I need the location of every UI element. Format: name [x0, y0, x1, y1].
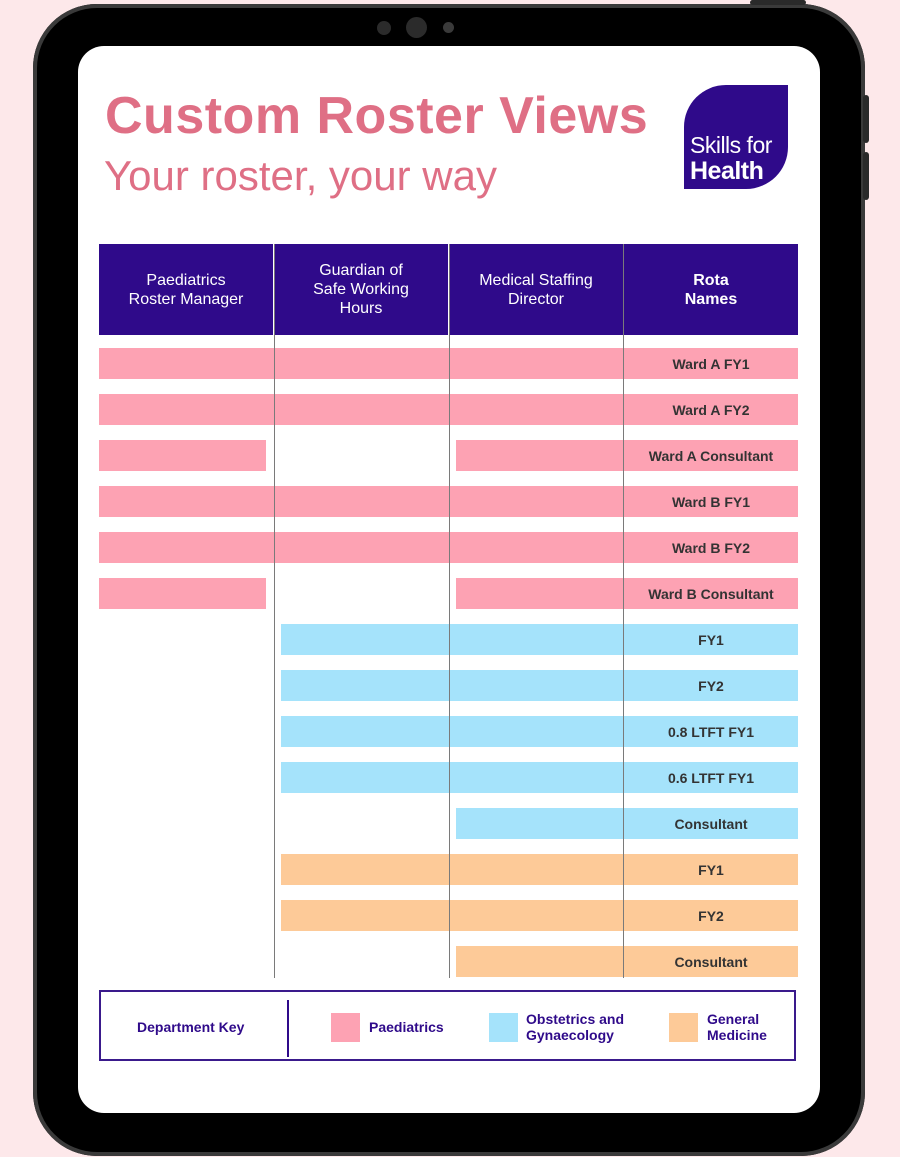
column-header-line: Guardian of: [319, 262, 403, 279]
tablet-top-button: [750, 0, 806, 5]
rota-name-fy1: FY1: [698, 861, 724, 878]
column-header-line: Names: [684, 290, 738, 308]
access-bar-paediatrics: [99, 440, 266, 471]
department-key-title: Department Key: [137, 1019, 245, 1035]
key-label-general: [707, 1011, 767, 1043]
key-label-line: Gynaecology: [526, 1027, 614, 1043]
page-title: Custom Roster Views: [105, 87, 649, 145]
column-header-guardian-of-safe-working-hours: [274, 244, 448, 335]
column-header-line: Roster Manager: [128, 290, 244, 308]
sensor-dot-small: [443, 22, 454, 33]
rota-name-fy2: FY2: [698, 677, 724, 694]
rota-name-ward-b-consultant: Ward B Consultant: [648, 585, 774, 602]
logo-line-1: Skills for: [690, 132, 772, 158]
column-divider: [623, 244, 624, 978]
rota-name-consultant: Consultant: [674, 953, 748, 970]
key-label-paediatrics: [369, 1019, 444, 1035]
access-bar-paediatrics: [99, 578, 266, 609]
sensor-dot: [377, 21, 391, 35]
rota-name-consultant: Consultant: [674, 815, 748, 832]
skills-for-health-logo: [684, 85, 788, 189]
column-header-line: Director: [507, 290, 564, 308]
rota-name-fy1: FY1: [698, 631, 724, 648]
column-header-paediatrics-roster-manager: [99, 244, 273, 335]
key-label-obstetrics: [526, 1011, 624, 1043]
rota-name-fy2: FY2: [698, 907, 724, 924]
column-divider: [274, 244, 275, 978]
key-label-line: Paediatrics: [369, 1019, 444, 1035]
key-divider: [287, 1000, 289, 1057]
column-header-line: Hours: [339, 300, 383, 317]
key-label-line: General: [707, 1011, 760, 1027]
key-label-line: Medicine: [707, 1027, 767, 1043]
department-key: [99, 990, 796, 1061]
column-header-line: Paediatrics: [146, 271, 226, 289]
column-divider: [449, 244, 450, 978]
tablet-volume-down: [863, 152, 869, 200]
rota-name-ward-a-fy2: Ward A FY2: [672, 401, 750, 418]
rota-name-ward-a-consultant: Ward A Consultant: [648, 447, 774, 464]
tablet-volume-up: [863, 95, 869, 143]
key-label-line: Obstetrics and: [526, 1011, 625, 1027]
rota-name-ward-b-fy2: Ward B FY2: [671, 539, 751, 556]
column-header-rota-names: [624, 244, 798, 335]
page-subtitle: Your roster, your way: [104, 152, 497, 199]
key-swatch-obstetrics: [489, 1013, 518, 1042]
key-swatch-general: [669, 1013, 698, 1042]
column-header-line: Medical Staffing: [479, 271, 593, 289]
key-swatch-paediatrics: [331, 1013, 360, 1042]
rota-name-0-6-ltft-fy1: 0.6 LTFT FY1: [667, 769, 755, 786]
column-header-medical-staffing-director: [449, 244, 623, 335]
logo-line-2: Health: [690, 157, 764, 185]
rota-name-ward-a-fy1: Ward A FY1: [672, 355, 750, 372]
column-header-line: Safe Working: [313, 281, 409, 298]
column-header-line: Rota: [693, 271, 729, 289]
rota-name-ward-b-fy1: Ward B FY1: [671, 493, 751, 510]
rota-name-0-8-ltft-fy1: 0.8 LTFT FY1: [667, 723, 755, 740]
camera-icon: [406, 17, 427, 38]
